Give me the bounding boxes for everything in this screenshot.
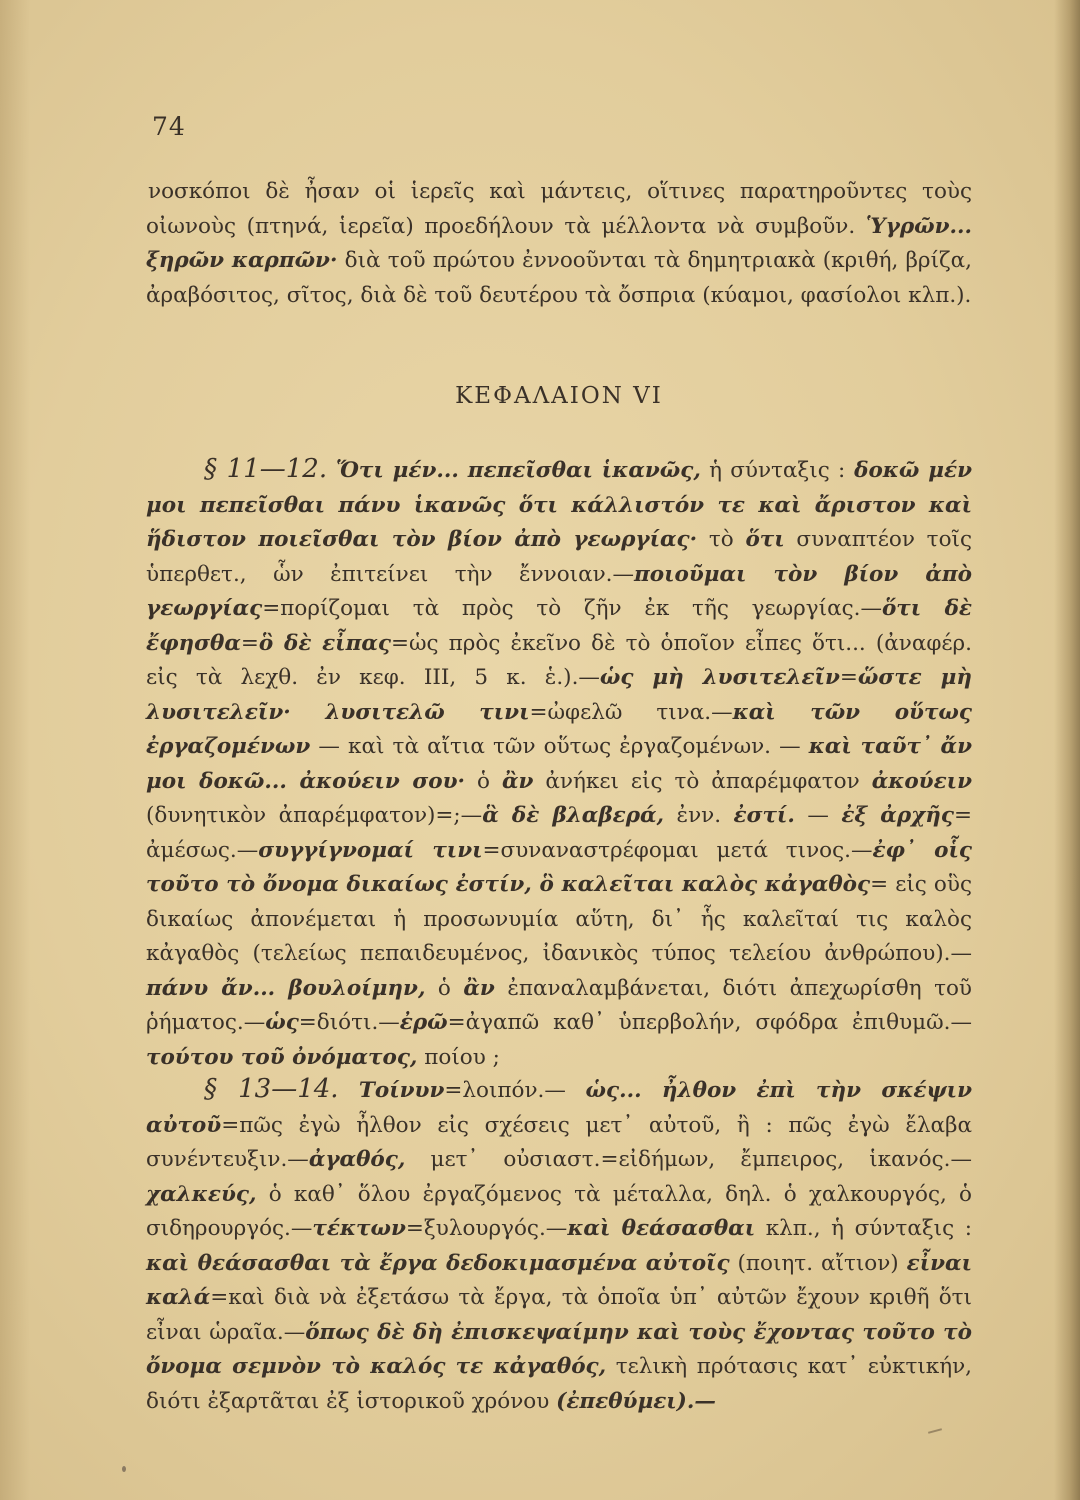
lemma: ὡς bbox=[265, 1010, 299, 1035]
commentary: ὁ καθ᾽ ὅλου ἐργαζόμενος τὰ μέταλλα, δηλ. ὁ χαλκουργός, ὁ σιδηρουργός.— bbox=[146, 1181, 972, 1241]
lemma: ἂν bbox=[463, 975, 495, 1001]
lemma: δοκῶ μέν μοι πεπεῖσθαι πάνυ ἱκανῶς ὅτι κάλλιστόν τε καὶ ἄριστον καὶ ἥδιστον ποιεῖσθαι τὸν βίον ἀπὸ γεωργίας· bbox=[146, 458, 973, 552]
lemma: ἂν bbox=[501, 768, 534, 794]
commentary: =συναναστρέφομαι μετά τινος.— bbox=[482, 837, 873, 863]
lemma: ἐφ᾽ οἷς τοῦτο τὸ ὄνομα δικαίως ἐστίν, ὃ καλεῖται καλὸς κἀγαθὸς bbox=[146, 837, 972, 897]
commentary: — bbox=[794, 803, 842, 828]
commentary: ἀνήκει εἰς τὸ ἀπαρέμφατον bbox=[533, 768, 872, 794]
commentary: =καὶ διὰ νὰ ἐξετάσω τὰ ἔργα, τὰ ὁποῖα ὑπ᾽ αὐτῶν ἔχουν κριθῆ ὅτι εἶναι ὡραῖα.— bbox=[146, 1285, 972, 1345]
commentary: τελικὴ πρότασις κατ᾽ εὐκτικήν, διότι ἐξαρτᾶται ἐξ ἱστορικοῦ χρόνου bbox=[146, 1354, 972, 1414]
lemma: ἐστί. bbox=[733, 803, 795, 828]
commentary: = ἀμέσως.— bbox=[146, 803, 973, 863]
lemma: ὡς... ἦλθον ἐπὶ τὴν σκέψιν αὐτοῦ bbox=[146, 1078, 973, 1138]
ink-mark bbox=[928, 1428, 942, 1434]
commentary: τὸ bbox=[697, 527, 746, 552]
lemma: ὡς μὴ λυσιτελεῖν bbox=[599, 665, 840, 690]
lemma: καὶ θεάσασθαι bbox=[567, 1216, 756, 1241]
commentary: =ὠφελῶ τινα.— bbox=[529, 699, 733, 725]
lemma: Ὅτι μέν... πεπεῖσθαι ἱκανῶς, bbox=[327, 458, 701, 483]
commentary: =διότι.— bbox=[298, 1010, 400, 1035]
lemma: ἀκούειν bbox=[871, 768, 972, 794]
commentary: =ξυλουργός.— bbox=[405, 1216, 568, 1241]
page-number: 74 bbox=[152, 112, 186, 141]
commentary: — καὶ τὰ αἴτια τῶν οὕτως ἐργαζομένων. — bbox=[310, 734, 809, 759]
commentary: =πορίζομαι τὰ πρὸς τὸ ζῆν ἐκ τῆς γεωργίας.— bbox=[262, 596, 882, 621]
commentary: κλπ., ἡ σύνταξις : bbox=[755, 1216, 972, 1241]
lemma: τούτου τοῦ ὀνόματος, bbox=[146, 1044, 418, 1070]
chapter-heading: ΚΕΦΑΛΑΙΟΝ VI bbox=[455, 383, 663, 409]
commentary: =ὡς πρὸς ἐκεῖνο δὲ τὸ ὁποῖον εἶπες ὅτι... (ἀναφέρ. εἰς τὰ λεχθ. ἐν κεφ. III, 5 κ. ἑ.).— bbox=[146, 630, 972, 690]
paragraph-1-text: νοσκόποι δὲ ἦσαν οἱ ἱερεῖς καὶ μάντεις, οἵτινες παρατηροῦντες τοὺς οἰωνοὺς (πτηνά, ἱερεῖα) προεδήλουν τὰ μέλλοντα νὰ συμβοῦν. bbox=[146, 179, 972, 239]
lemma: ἐρῶ bbox=[399, 1010, 448, 1035]
commentary: διὰ τοῦ πρώτου ἐννοοῦνται τὰ δημητριακὰ (κριθή, βρίζα, ἀραβόσιτος, σῖτος, διὰ δὲ τοῦ δευτέρου τὰ ὄσπρια (κύαμοι, φασίολοι κλπ.). bbox=[146, 248, 973, 308]
lemma: ὥστε μὴ λυσιτελεῖν· λυσιτελῶ τινι bbox=[146, 665, 973, 725]
commentary: = εἰς οὓς δικαίως ἀπονέμεται ἡ προσωνυμία αὕτη, δι᾽ ἧς καλεῖταί τις καλὸς κἀγαθὸς (τελείως πεπαιδευμένος, ἰδανικὸς τύπος τελείου ἀνθρώπου).— bbox=[146, 872, 972, 966]
section-marker: § 13—14. bbox=[204, 1074, 339, 1104]
lemma: Ὑγρῶν... ξηρῶν καρπῶν· bbox=[146, 213, 972, 273]
lemma: Τοίνυν bbox=[338, 1078, 445, 1103]
page-gutter-shadow bbox=[0, 0, 30, 1500]
commentary: = bbox=[839, 665, 858, 690]
lemma: συγγίγνομαί τινι bbox=[258, 837, 483, 863]
lemma: ὅτι δὲ ἔφησθα bbox=[146, 596, 972, 656]
lemma: (ἐπεθύμει).— bbox=[556, 1388, 716, 1414]
commentary: ἐπαναλαμβάνεται, διότι ἀπεχωρίσθη τοῦ ῥήματος.— bbox=[146, 975, 972, 1035]
lemma: καὶ θεάσασθαι τὰ ἔργα δεδοκιμασμένα αὐτοῖς bbox=[146, 1250, 730, 1276]
section-marker: § 11—12. bbox=[204, 454, 328, 484]
page-edge bbox=[1054, 0, 1080, 1500]
lemma: καὶ ταῦτ᾽ ἄν μοι δοκῶ... ἀκούειν σου· bbox=[146, 734, 972, 794]
lemma: ὅπως δὲ δὴ ἐπισκεψαίμην καὶ τοὺς ἔχοντας τοῦτο τὸ ὄνομα σεμνὸν τὸ καλός τε κἀγαθός, bbox=[146, 1319, 972, 1379]
lemma: ἐξ ἀρχῆς bbox=[841, 803, 955, 828]
lemma: εἶναι καλά bbox=[146, 1250, 972, 1310]
lemma: ὅτι bbox=[745, 527, 785, 552]
lemma: πάνυ ἄν... βουλοίμην, bbox=[146, 975, 426, 1001]
paragraph-2 bbox=[146, 452, 972, 1075]
commentary: ὁ bbox=[425, 975, 464, 1001]
lemma: τέκτων bbox=[312, 1216, 406, 1241]
paragraph-1 bbox=[146, 175, 972, 313]
commentary: ποίου ; bbox=[417, 1044, 500, 1070]
commentary: =ἀγαπῶ καθ᾽ ὑπερβολήν, σφόδρα ἐπιθυμῶ.— bbox=[447, 1010, 972, 1035]
commentary: = bbox=[240, 630, 259, 656]
commentary: συναπτέον τοῖς ὑπερθετ., ὧν ἐπιτείνει τὴν ἔννοιαν.— bbox=[146, 527, 972, 587]
commentary: ἐνν. bbox=[664, 803, 734, 828]
lemma: καὶ τῶν οὕτως ἐργαζομένων bbox=[146, 699, 972, 759]
commentary: =πῶς ἐγὼ ἦλθον εἰς σχέσεις μετ᾽ αὐτοῦ, ἢ : πῶς ἐγὼ ἔλαβα συνέντευξιν.— bbox=[146, 1112, 972, 1172]
commentary: (ποιητ. αἴτιον) bbox=[729, 1250, 907, 1276]
lemma: ἀγαθός, bbox=[308, 1147, 406, 1172]
commentary: =λοιπόν.— bbox=[444, 1078, 586, 1103]
commentary: ὁ bbox=[465, 768, 502, 794]
commentary: μετ᾽ οὐσιαστ.=εἰδήμων, ἔμπειρος, ἱκανός.— bbox=[405, 1147, 972, 1172]
commentary: ἡ σύνταξις : bbox=[700, 458, 846, 483]
commentary: (δυνητικὸν ἀπαρέμφατον)=;— bbox=[146, 803, 483, 828]
lemma: χαλκεύς, bbox=[146, 1181, 257, 1207]
lemma: ἃ δὲ βλαβερά, bbox=[482, 803, 665, 828]
paragraph-3 bbox=[146, 1072, 972, 1419]
lemma: ὃ δὲ εἶπας bbox=[258, 630, 391, 656]
paper-speck bbox=[122, 1466, 126, 1472]
lemma: ποιοῦμαι τὸν βίον ἀπὸ γεωργίας bbox=[146, 561, 972, 621]
